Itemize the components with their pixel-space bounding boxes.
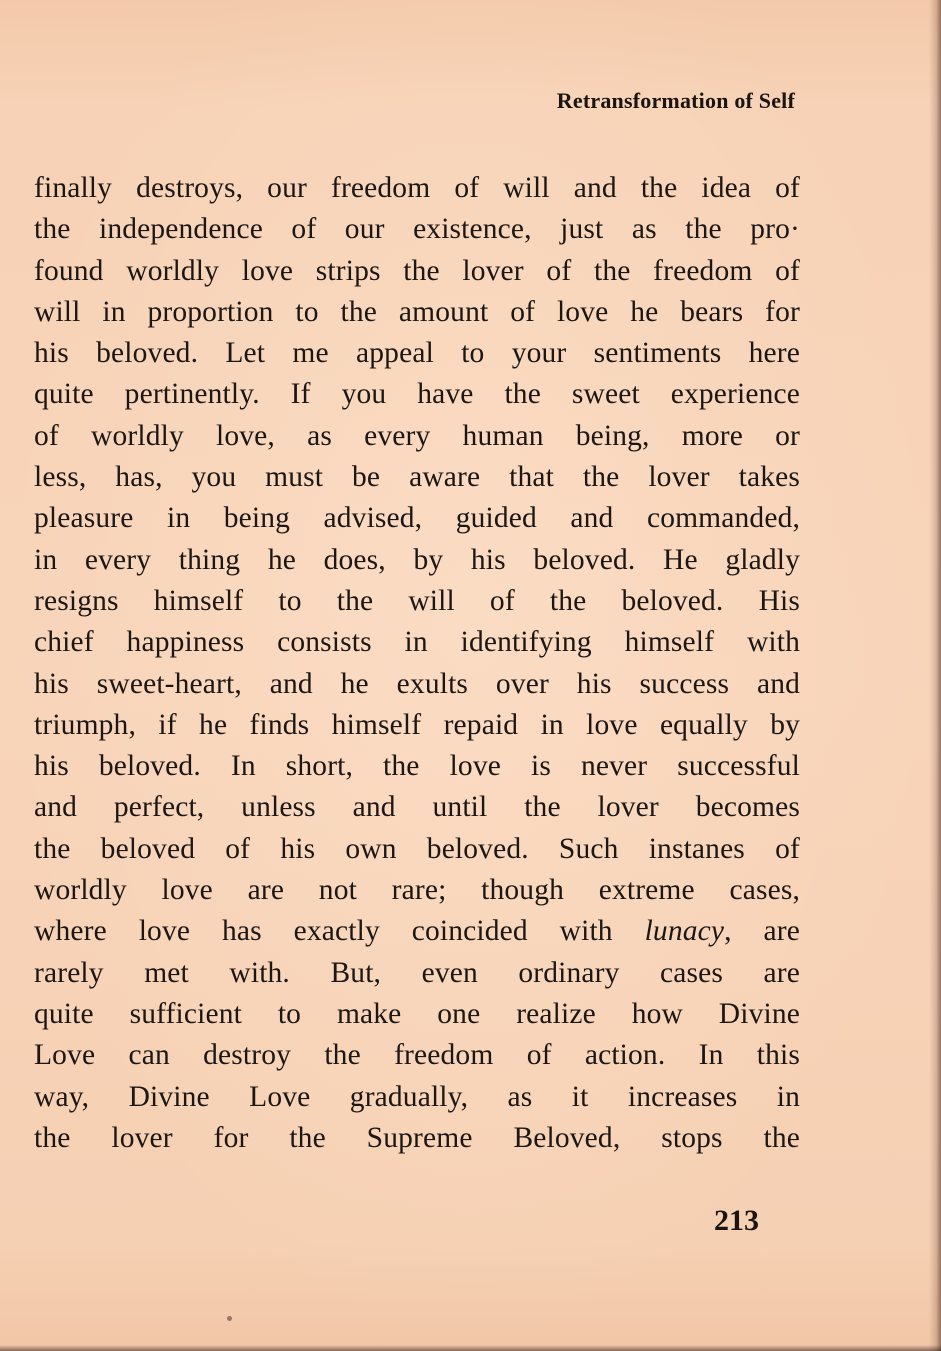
body-text (34, 168, 800, 1159)
text-line: the lover for the Supreme Beloved, stops the (34, 1121, 800, 1154)
text-line: of worldly love, as every human being, more or (34, 419, 800, 452)
text-line: in every thing he does, by his beloved. He gladly (34, 543, 800, 576)
text-line: will in proportion to the amount of love he bears for (34, 295, 800, 328)
text-segment: where love has exactly coincided with (34, 915, 645, 948)
text-line: the independence of our existence, just as the pro· (34, 213, 800, 246)
text-line: his sweet-heart, and he exults over his success and (34, 667, 800, 700)
text-line-with-italic (34, 911, 800, 952)
page-edge-shadow (929, 0, 941, 1351)
text-line: triumph, if he finds himself repaid in love equally by (34, 708, 800, 741)
text-line: chief happiness consists in identifying himself with (34, 626, 800, 659)
text-line: rarely met with. But, even ordinary cases are (34, 956, 800, 989)
text-line: pleasure in being advised, guided and commanded, (34, 502, 800, 535)
italic-word: lunacy (644, 915, 725, 948)
text-line: resigns himself to the will of the beloved. His (34, 584, 800, 617)
running-header: Retransformation of Self (556, 88, 795, 113)
text-line: quite sufficient to make one realize how Divine (34, 997, 800, 1030)
text-line: and perfect, unless and until the lover becomes (34, 791, 800, 824)
text-line: his beloved. In short, the love is never successful (34, 750, 800, 783)
text-line: the beloved of his own beloved. Such instanes of (34, 832, 800, 865)
page-bottom-edge (0, 1345, 941, 1351)
text-line: worldly love are not rare; though extreme cases, (34, 874, 800, 907)
text-line: less, has, you must be aware that the lover takes (34, 461, 800, 494)
text-segment: , are (724, 915, 800, 948)
paper-speck (227, 1316, 232, 1321)
text-line: quite pertinently. If you have the sweet experience (34, 378, 800, 411)
page-number: 213 (714, 1204, 759, 1237)
text-line: Love can destroy the freedom of action. In this (34, 1039, 800, 1072)
text-line: finally destroys, our freedom of will and the idea of (34, 172, 800, 204)
text-line: found worldly love strips the lover of the freedom of (34, 254, 800, 287)
text-line: his beloved. Let me appeal to your sentiments here (34, 337, 800, 370)
text-line: way, Divine Love gradually, as it increases in (34, 1080, 800, 1113)
